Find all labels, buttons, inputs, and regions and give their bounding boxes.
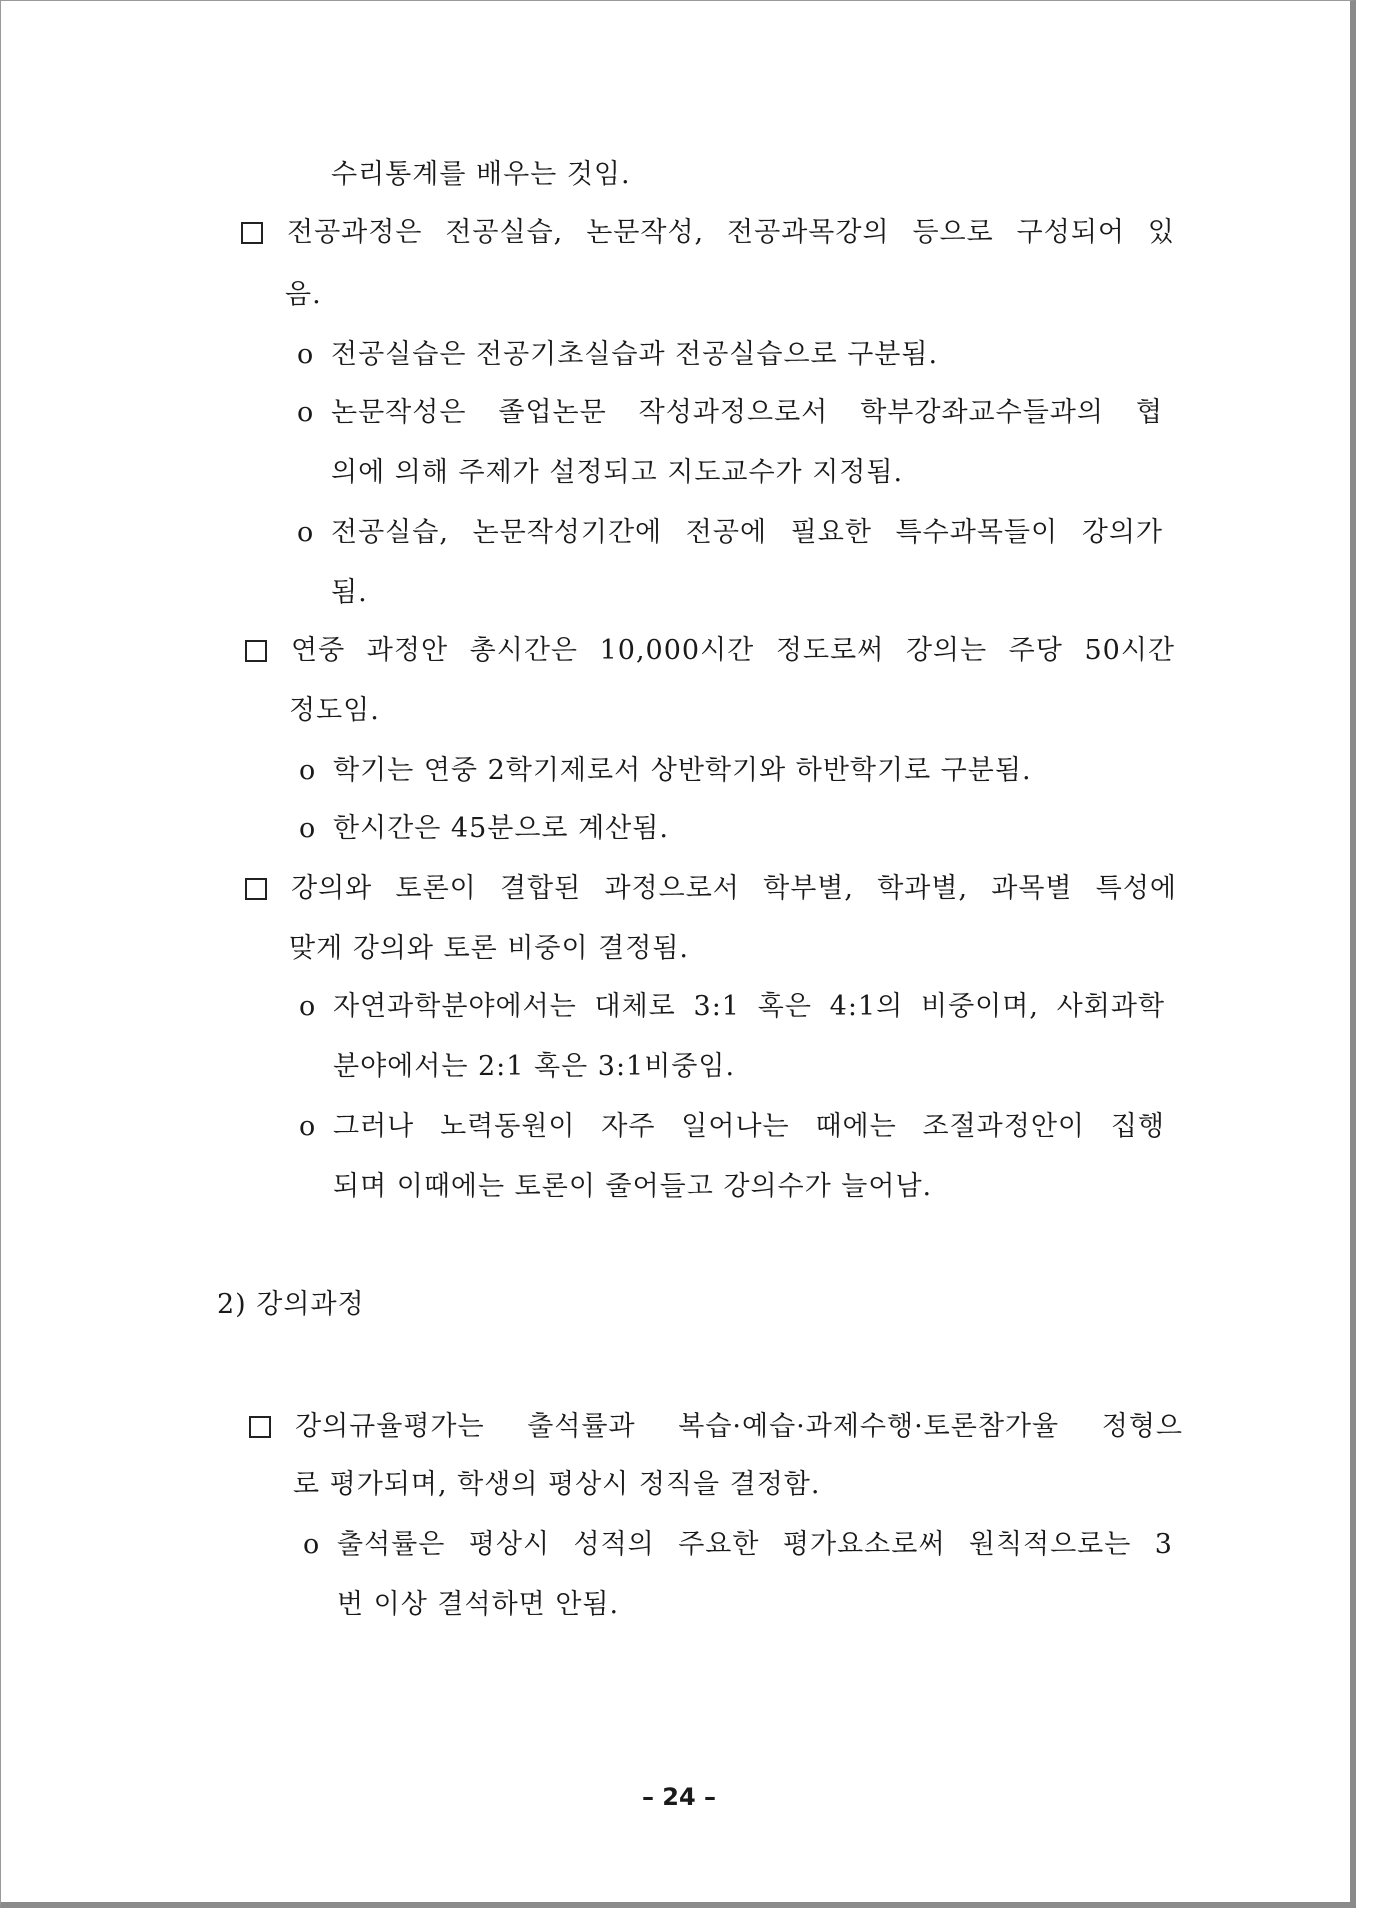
- text-line: 전공실습, 논문작성기간에 전공에 필요한 특수과목들이 강의가: [331, 517, 1163, 548]
- checkbox-square-icon: [241, 222, 263, 244]
- bullet-mark: o: [299, 755, 317, 786]
- bullet-item: [297, 515, 1163, 551]
- bullet-item: [299, 989, 1165, 1025]
- page-number: – 24 –: [641, 1783, 717, 1811]
- text-line: 정도임.: [289, 695, 380, 726]
- box-item: [241, 215, 1175, 251]
- text-line: 번 이상 결석하면 안됨.: [337, 1589, 620, 1620]
- bullet-mark: o: [297, 397, 315, 428]
- text-line: 그러나 노력동원이 자주 일어나는 때에는 조절과정안이 집행: [333, 1111, 1165, 1142]
- text-line: 음.: [285, 279, 322, 310]
- bullet-item: [299, 753, 1032, 789]
- bullet-item: [303, 1527, 1173, 1563]
- text-line: 연중 과정안 총시간은 10,000시간 정도로써 강의는 주당 50시간: [291, 635, 1175, 666]
- section-heading: 2) 강의과정: [217, 1289, 365, 1320]
- text-line: 수리통계를 배우는 것임.: [331, 159, 631, 190]
- bullet-item: [297, 395, 1163, 431]
- checkbox-square-icon: [249, 1416, 271, 1438]
- text-line: 분야에서는 2:1 혹은 3:1비중임.: [333, 1051, 736, 1082]
- bullet-mark: o: [297, 517, 315, 548]
- box-item: [249, 1409, 1183, 1445]
- text-line: 전공실습은 전공기초실습과 전공실습으로 구분됨.: [331, 339, 939, 370]
- text-line: 강의와 토론이 결합된 과정으로서 학부별, 학과별, 과목별 특성에: [291, 873, 1177, 904]
- text-line: 로 평가되며, 학생의 평상시 정직을 결정함.: [293, 1469, 821, 1500]
- text-line: 맞게 강의와 토론 비중이 결정됨.: [289, 933, 689, 964]
- bullet-mark: o: [297, 339, 315, 370]
- text-line: 출석률은 평상시 성적의 주요한 평가요소로써 원칙적으로는 3: [337, 1529, 1173, 1560]
- bullet-item: [299, 1109, 1165, 1145]
- text-line: 학기는 연중 2학기제로서 상반학기와 하반학기로 구분됨.: [333, 755, 1032, 786]
- text-line: 의에 의해 주제가 설정되고 지도교수가 지정됨.: [331, 457, 904, 488]
- text-line: 전공과정은 전공실습, 논문작성, 전공과목강의 등으로 구성되어 있: [287, 217, 1175, 248]
- box-item: [245, 871, 1177, 907]
- text-line: 한시간은 45분으로 계산됨.: [333, 813, 669, 844]
- checkbox-square-icon: [245, 640, 267, 662]
- text-line: 강의규율평가는 출석률과 복습·예습·과제수행·토론참가율 정형으: [295, 1411, 1183, 1442]
- checkbox-square-icon: [245, 878, 267, 900]
- text-line: 되며 이때에는 토론이 줄어들고 강의수가 늘어남.: [333, 1171, 933, 1202]
- box-item: [245, 633, 1175, 669]
- text-line: 자연과학분야에서는 대체로 3:1 혹은 4:1의 비중이며, 사회과학: [333, 991, 1165, 1022]
- bullet-mark: o: [299, 1111, 317, 1142]
- bullet-mark: o: [303, 1529, 321, 1560]
- bullet-mark: o: [299, 813, 317, 844]
- bullet-item: [299, 811, 669, 847]
- text-line: 논문작성은 졸업논문 작성과정으로서 학부강좌교수들과의 협: [331, 397, 1163, 428]
- text-line: 됨.: [331, 577, 368, 608]
- bullet-mark: o: [299, 991, 317, 1022]
- bullet-item: [297, 337, 938, 373]
